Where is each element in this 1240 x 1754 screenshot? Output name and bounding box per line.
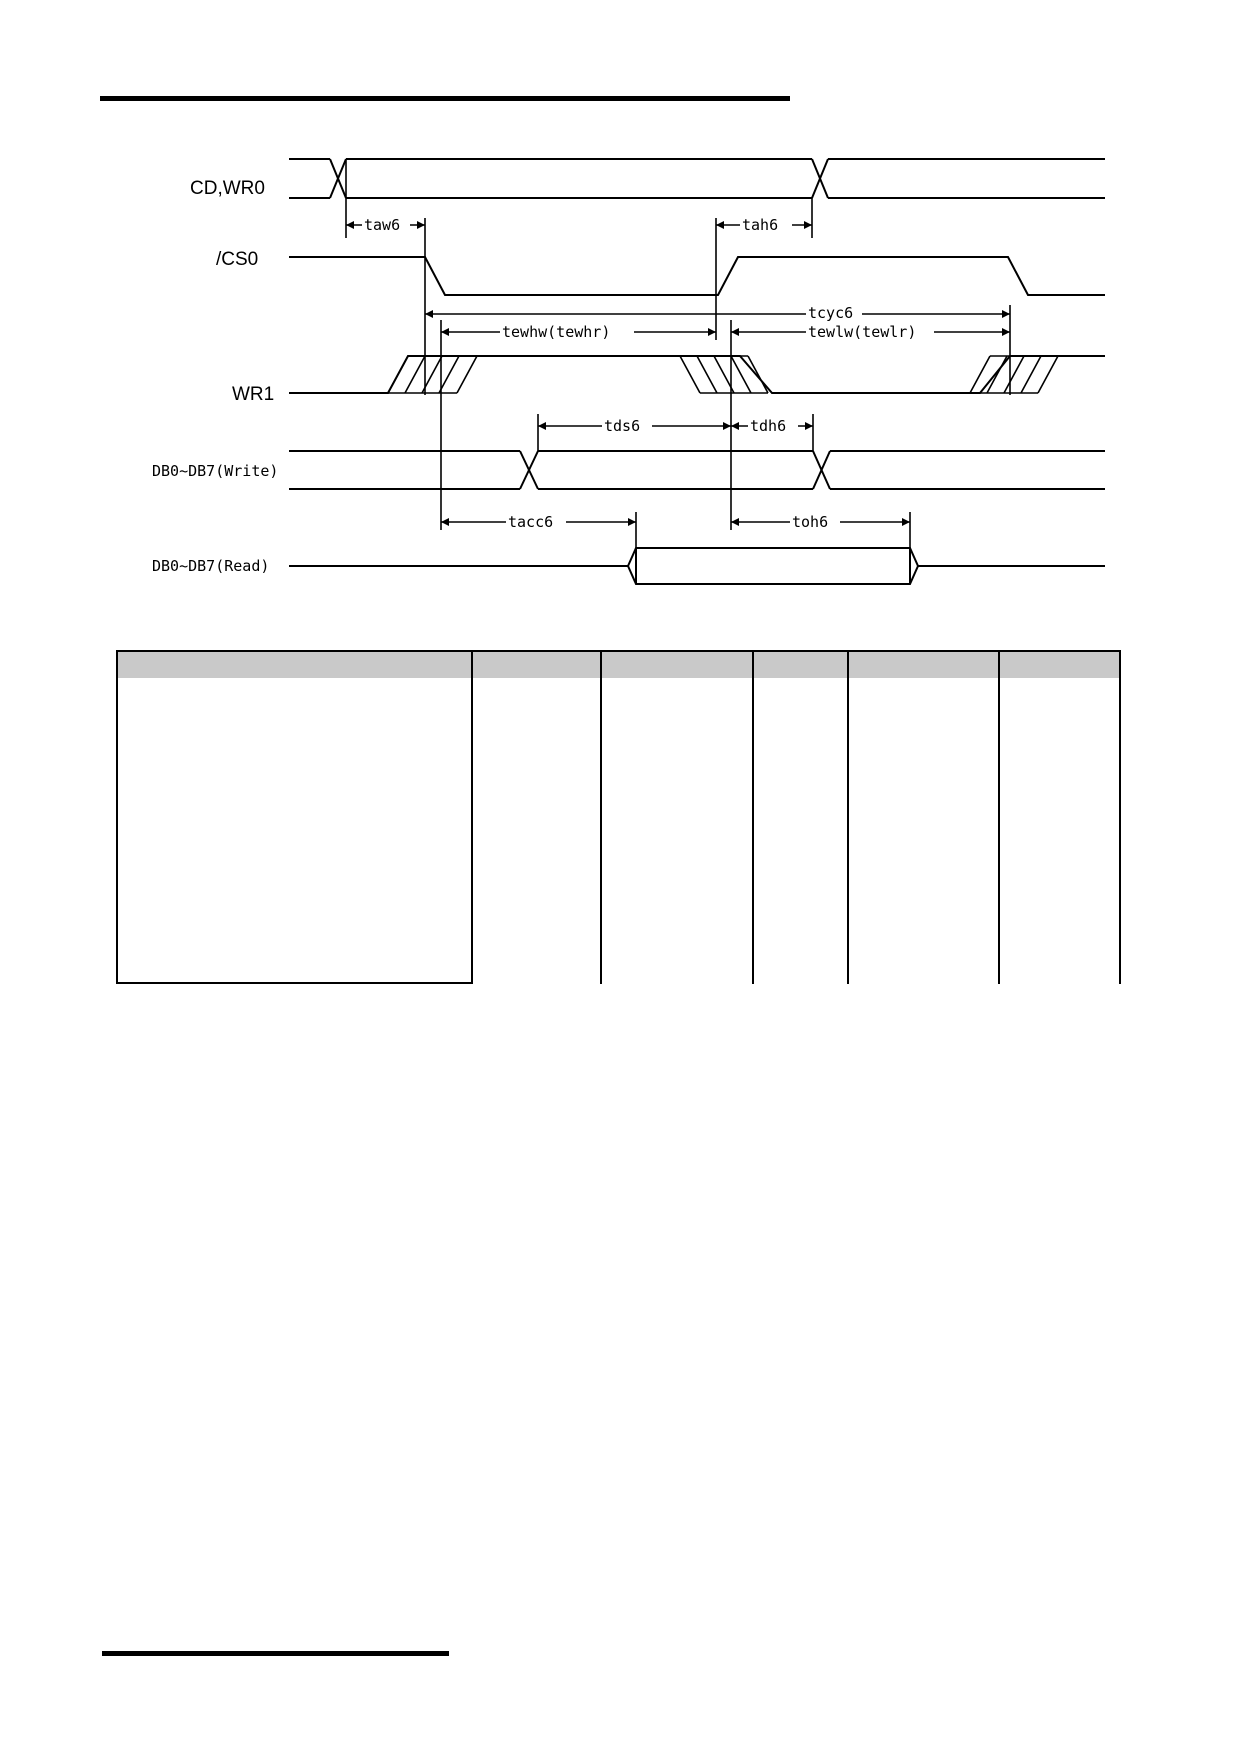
param-tdh6: tdh6 <box>750 417 787 435</box>
label-cd-wr0: CD,WR0 <box>190 178 265 199</box>
label-cs0: /CS0 <box>216 249 259 270</box>
table-column-divider <box>116 650 118 984</box>
param-tewhw: tewhw(tewhr) <box>502 323 611 341</box>
dimension-lines <box>346 225 1010 522</box>
label-db-write: DB0~DB7(Write) <box>152 462 279 480</box>
table-column-divider <box>600 650 602 984</box>
param-tah6: tah6 <box>742 216 779 234</box>
param-tewlw: tewlw(tewlr) <box>808 323 917 341</box>
table-column-divider <box>471 650 473 984</box>
db-read-waveform <box>289 548 1105 584</box>
footer-rule <box>102 1651 449 1656</box>
timing-spec-table <box>116 650 1121 984</box>
param-tds6: tds6 <box>604 417 641 435</box>
table-column-divider <box>847 650 849 984</box>
cs0-waveform <box>289 257 1105 295</box>
table-bottom-border <box>116 982 473 984</box>
table-top-border <box>116 650 1121 652</box>
table-column-divider <box>752 650 754 984</box>
label-wr1: WR1 <box>232 384 275 405</box>
table-header-row <box>116 650 1121 678</box>
timing-diagram <box>0 0 1240 640</box>
wr1-waveform <box>289 356 1105 393</box>
table-column-divider <box>1119 650 1121 984</box>
db-write-waveform <box>289 451 1105 489</box>
table-column-divider <box>998 650 1000 984</box>
cd-wr0-waveform <box>289 159 1105 198</box>
param-tacc6: tacc6 <box>508 513 554 531</box>
param-tcyc6: tcyc6 <box>808 304 854 322</box>
label-db-read: DB0~DB7(Read) <box>152 557 270 575</box>
param-toh6: toh6 <box>792 513 829 531</box>
arrowheads <box>346 221 1010 526</box>
param-taw6: taw6 <box>364 216 401 234</box>
